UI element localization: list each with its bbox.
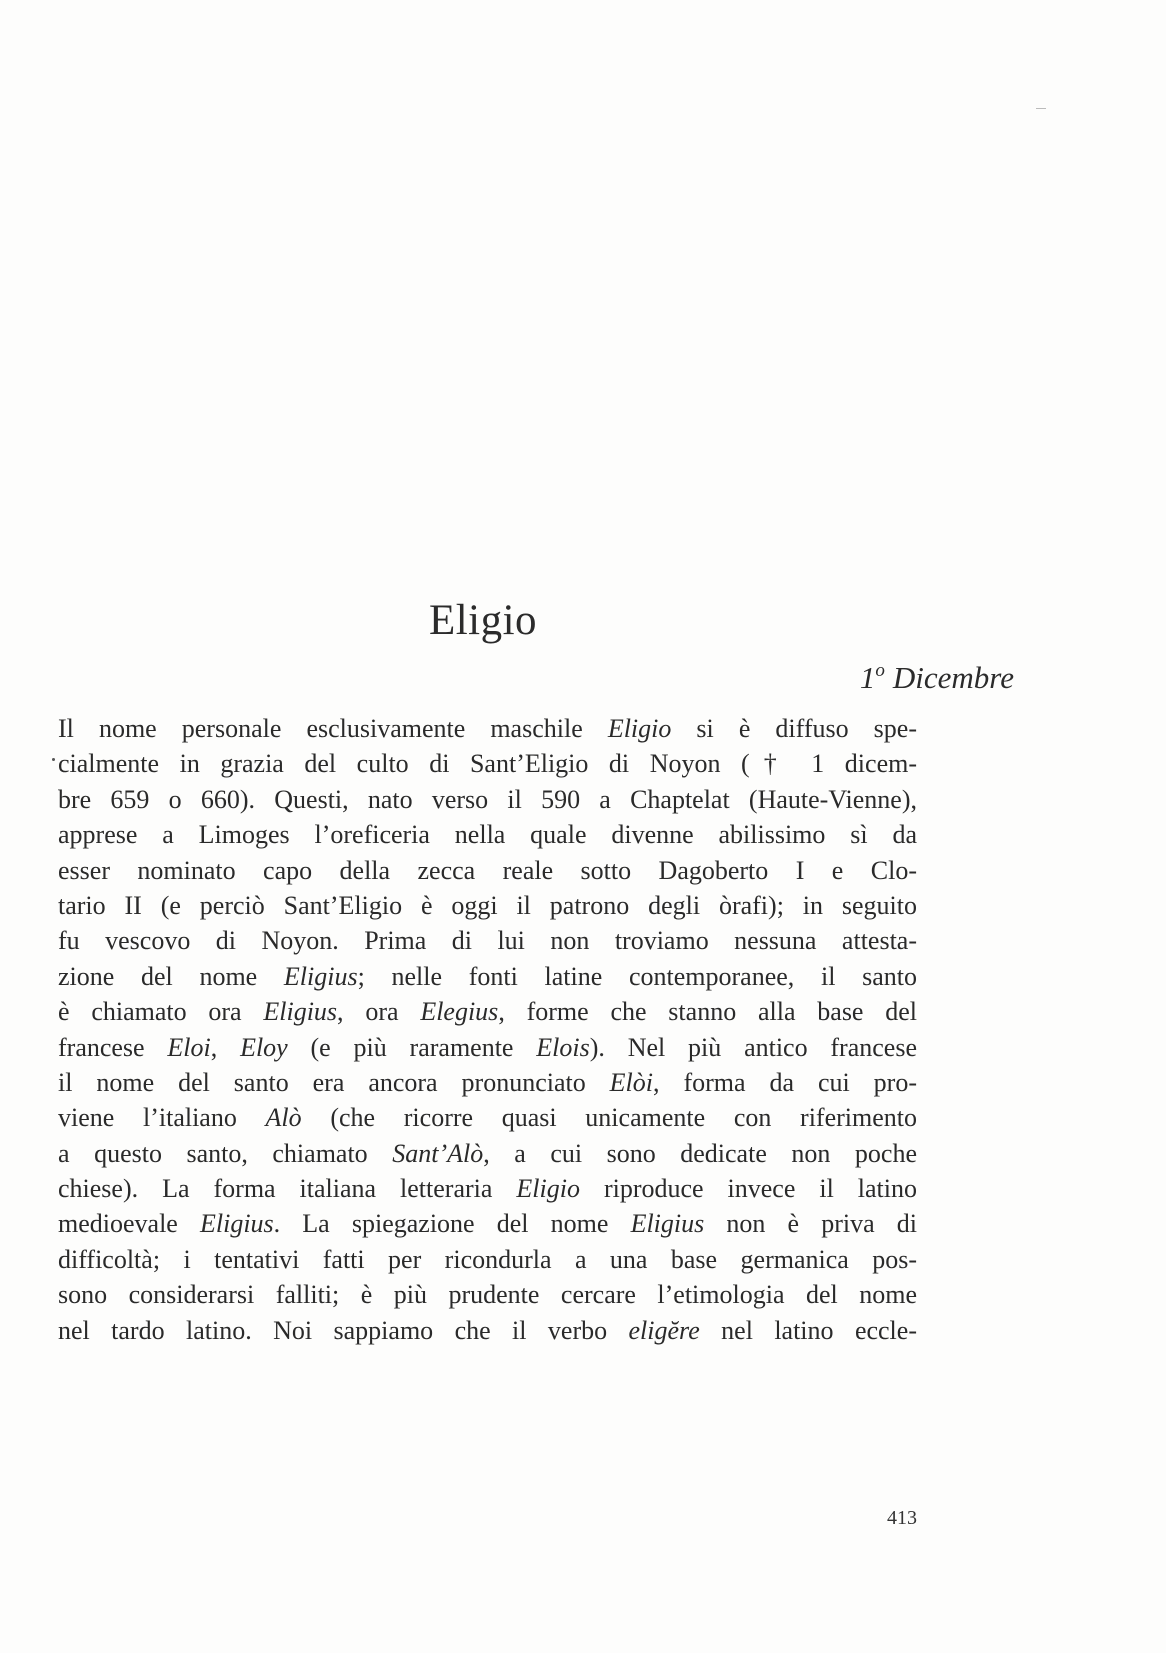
body-line: [58, 853, 917, 888]
body-text-run: viene l’italiano: [58, 1103, 266, 1133]
body-line: [58, 1136, 917, 1171]
body-text-run: fu vescovo di Noyon. Prima di lui non troviamo nessuna attesta-: [58, 926, 917, 956]
body-text-run: apprese a Limoges l’oreficeria nella quale divenne abilissimo sì da: [58, 820, 917, 850]
body-text-run: esser nominato capo della zecca reale sotto Dagoberto I e Clo-: [58, 855, 917, 885]
body-text-run: (e più raramente: [287, 1032, 537, 1062]
body-text-run: il nome del santo era ancora pronunciato: [58, 1067, 610, 1097]
entry-body: [58, 711, 917, 1348]
body-line: [58, 782, 917, 817]
margin-dot: [52, 758, 55, 761]
body-text-run: a questo santo, chiamato: [58, 1138, 393, 1168]
italic-term: Elois: [536, 1032, 590, 1062]
italic-term: Eligius: [283, 961, 358, 991]
body-text-run: ). Nel più antico francese: [589, 1032, 917, 1062]
body-text-run: bre 659 o 660). Questi, nato verso il 590 a Chaptelat (Haute-Vienne),: [58, 784, 917, 814]
body-text-run: (che ricorre quasi unicamente con riferimento: [301, 1103, 917, 1133]
page-number: 413: [887, 1507, 917, 1529]
body-line: [58, 994, 917, 1029]
body-line: [58, 1065, 917, 1100]
body-line: [58, 923, 917, 958]
body-text-run: medioevale: [58, 1209, 200, 1239]
body-text-run: , forma da cui pro-: [653, 1067, 917, 1097]
body-text-run: Il nome personale esclusivamente maschile: [58, 714, 608, 743]
body-line: [58, 1206, 917, 1241]
body-text-run: riproduce invece il latino: [579, 1174, 917, 1204]
body-line: [58, 1030, 917, 1065]
italic-term: Alò: [265, 1103, 302, 1133]
body-text-run: è chiamato ora: [58, 997, 264, 1027]
entry-title: Eligio: [428, 597, 538, 644]
scan-mark: [1036, 108, 1046, 109]
italic-term: Eligius: [263, 997, 338, 1027]
body-text-run: chiese). La forma italiana letteraria: [58, 1174, 517, 1204]
body-text-run: nel latino eccle-: [699, 1315, 917, 1345]
body-text-run: ; nelle fonti latine contemporanee, il santo: [357, 961, 917, 991]
feast-date-day: 1: [859, 660, 876, 695]
body-text-run: sono considerarsi falliti; è più prudente cercare l’etimologia del nome: [58, 1280, 917, 1310]
body-text-run: difficoltà; i tentativi fatti per ricondurla a una base germanica pos-: [58, 1244, 917, 1274]
feast-date-ordinal: o: [875, 660, 885, 681]
body-line: [58, 1100, 917, 1135]
italic-term: Eloi: [167, 1032, 211, 1062]
body-line: [58, 959, 917, 994]
italic-term: Eligius: [199, 1209, 274, 1239]
feast-date: [860, 660, 1014, 696]
italic-term: Eligio: [607, 714, 672, 743]
body-text-run: . La spiegazione del nome: [273, 1209, 631, 1239]
italic-term: Elegius: [420, 997, 499, 1027]
body-text-run: nel tardo latino. Noi sappiamo che il verbo: [58, 1315, 629, 1345]
italic-term: Eligio: [516, 1174, 580, 1204]
body-line: [58, 746, 917, 781]
body-text-run: ,: [210, 1032, 241, 1062]
body-text-run: non è priva di: [704, 1209, 917, 1239]
feast-date-month: Dicembre: [892, 660, 1014, 695]
body-line: [58, 1242, 917, 1277]
body-text-run: , forme che stanno alla base del: [498, 997, 917, 1027]
italic-term: Elòi: [609, 1067, 654, 1097]
italic-term: eligĕre: [628, 1315, 700, 1345]
italic-term: Eligius: [630, 1209, 705, 1239]
body-text-run: francese: [58, 1032, 168, 1062]
body-text-run: , ora: [337, 997, 421, 1027]
body-line: [58, 888, 917, 923]
body-text-run: tario II (e perciò Sant’Eligio è oggi il patrono degli òrafi); in seguito: [58, 890, 917, 920]
body-text-run: cialmente in grazia del culto di Sant’Eligio di Noyon († 1 dicem-: [58, 749, 917, 779]
body-text-run: si è diffuso spe-: [671, 714, 917, 743]
body-text-run: zione del nome: [58, 961, 284, 991]
body-line: [58, 1277, 917, 1312]
body-line: [58, 1171, 917, 1206]
body-line: [58, 1313, 917, 1348]
body-line: [58, 711, 917, 746]
body-text-run: , a cui sono dedicate non poche: [483, 1138, 917, 1168]
italic-term: Eloy: [240, 1032, 288, 1062]
body-line: [58, 817, 917, 852]
italic-term: Sant’Alò: [392, 1138, 484, 1168]
